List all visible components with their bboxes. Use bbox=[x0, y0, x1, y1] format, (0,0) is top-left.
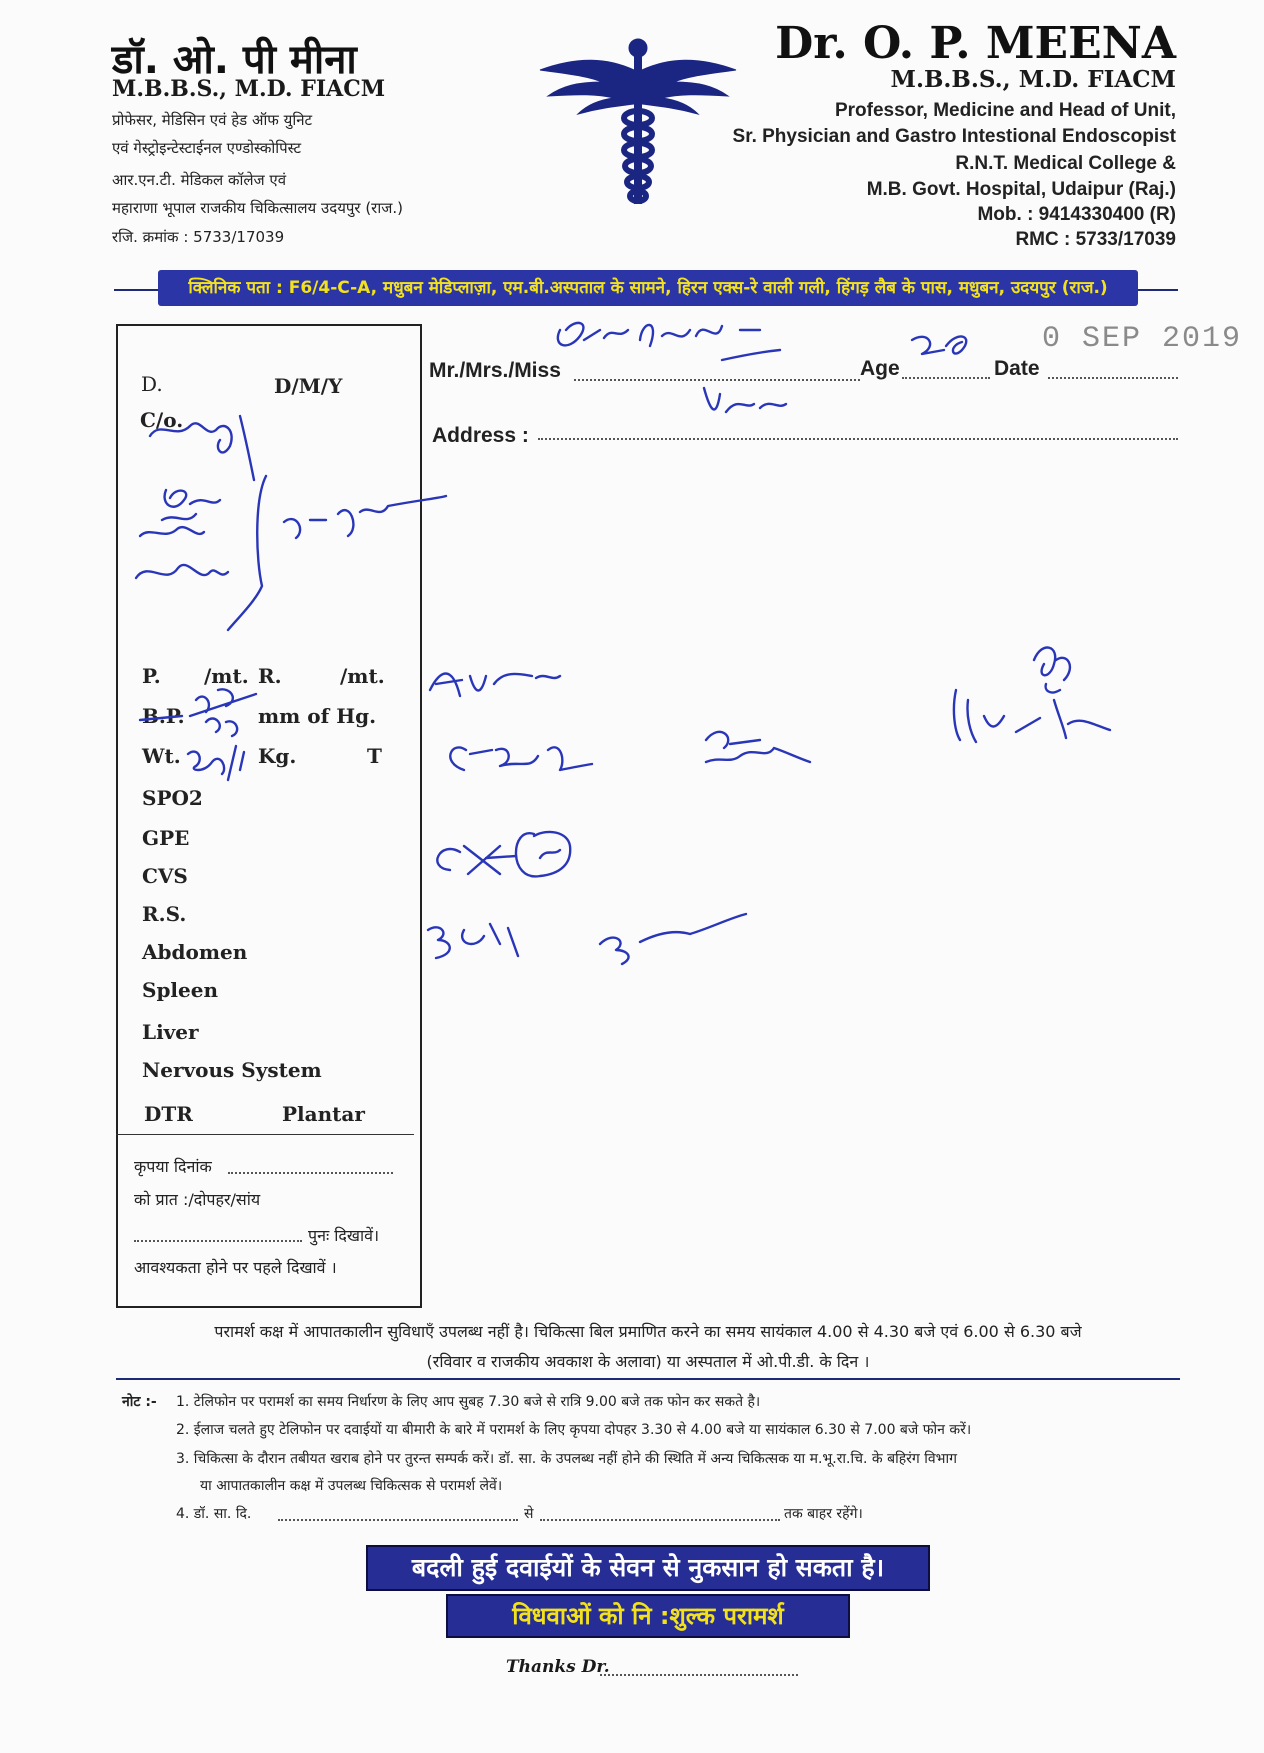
followup-date-label: कृपया दिनांक bbox=[134, 1157, 212, 1176]
followup-return-label: पुनः दिखावें। bbox=[308, 1226, 380, 1245]
ink-complaint-4 bbox=[136, 565, 228, 578]
ink-duration bbox=[284, 496, 446, 538]
note-4-label: 4. डॉ. सा. दि. bbox=[176, 1506, 252, 1522]
ink-address bbox=[704, 388, 786, 412]
dmy-label: D/M/Y bbox=[274, 374, 343, 398]
note-3-line-2: या आपातकालीन कक्ष में उपलब्ध चिकित्सक से परामर्श लेवें। bbox=[200, 1478, 503, 1494]
temp-label: T bbox=[367, 744, 382, 768]
followup-time-label: को प्रात :/दोपहर/सांय bbox=[134, 1190, 261, 1209]
ink-signature bbox=[954, 648, 1110, 742]
pulse-label: P. bbox=[142, 664, 161, 688]
d-label: D. bbox=[141, 372, 163, 396]
english-rmc: RMC : 5733/17039 bbox=[1015, 229, 1176, 250]
note-4-to-blank bbox=[540, 1519, 780, 1521]
co-label: C/o. bbox=[140, 408, 184, 432]
ink-rx-6 bbox=[706, 732, 810, 762]
ink-rx-5 bbox=[600, 914, 746, 964]
ink-rx-1 bbox=[430, 674, 560, 697]
exam-spleen: Spleen bbox=[142, 978, 219, 1002]
english-degrees: M.B.B.S., M.D. FIACM bbox=[890, 66, 1176, 93]
hindi-title-line-2: एवं गेस्ट्रोइन्टेस्टाईनल एण्डोस्कोपिस्ट bbox=[112, 139, 302, 157]
ink-age bbox=[912, 336, 966, 354]
english-title-line-3: R.N.T. Medical College & bbox=[955, 153, 1176, 174]
ink-bp-strike bbox=[140, 716, 182, 720]
date-label: Date bbox=[994, 357, 1040, 380]
thanks-blank bbox=[600, 1674, 798, 1676]
note-1: 1. टेलिफोन पर परामर्श का समय निर्धारण के लिए आप सुबह 7.30 बजे से रात्रि 9.00 बजे तक फोन कर सकते है। bbox=[176, 1394, 761, 1410]
dtr-label: DTR bbox=[144, 1102, 193, 1126]
exam-nervous-system: Nervous System bbox=[142, 1058, 322, 1082]
english-mobile: Mob. : 9414330400 (R) bbox=[977, 204, 1176, 225]
english-title-line-2: Sr. Physician and Gastro Intestional Endoscopist bbox=[732, 126, 1176, 147]
hindi-title-line-1: प्रोफेसर, मेडिसिन एवं हेड ऑफ युनिट bbox=[112, 111, 313, 129]
patient-name-label: Mr./Mrs./Miss bbox=[429, 359, 561, 382]
note-3-line-1: 3. चिकित्सा के दौरान तबीयत खराब होने पर तुरन्त सम्पर्क करें। डॉ. सा. के उपलब्ध नहीं होने की स्थिति में अन्य चिकित्सक या म.भू.रा.चि. के बहिरंग विभाग bbox=[176, 1451, 958, 1467]
address-label: Address : bbox=[432, 424, 529, 447]
weight-unit: Kg. bbox=[258, 744, 297, 768]
exam-gpe: GPE bbox=[142, 826, 190, 850]
resp-label: R. bbox=[258, 664, 282, 688]
ink-complaint-1 bbox=[150, 416, 254, 480]
exam-abdomen: Abdomen bbox=[142, 940, 248, 964]
english-title-line-1: Professor, Medicine and Head of Unit, bbox=[834, 100, 1176, 121]
weight-label: Wt. bbox=[142, 744, 181, 768]
exam-rs: R.S. bbox=[142, 902, 187, 926]
hindi-registration: रजि. क्रमांक : 5733/17039 bbox=[112, 228, 285, 246]
hindi-title-line-4: महाराणा भूपाल राजकीय चिकित्सालय उदयपुर (राज.) bbox=[112, 199, 403, 217]
resp-unit: /mt. bbox=[340, 664, 385, 688]
ink-patient-name bbox=[558, 323, 780, 360]
bp-label: B.P. bbox=[142, 704, 185, 728]
exam-liver: Liver bbox=[142, 1020, 199, 1044]
ink-rx-4 bbox=[428, 924, 518, 958]
followup-early-label: आवश्यकता होने पर पहले दिखावें । bbox=[134, 1258, 337, 1277]
notice-line-1: परामर्श कक्ष में आपातकालीन सुविधाएँ उपलब्ध नहीं है। चिकित्सा बिल प्रमाणित करने का समय सायंकाल 4.00 से 4.30 बजे एवं 6.00 से 6.30 बजे bbox=[214, 1322, 1082, 1341]
hindi-title-line-3: आर.एन.टी. मेडिकल कॉलेज एवं bbox=[112, 171, 287, 189]
hindi-doctor-name: डॉ. ओ. पी मीना bbox=[112, 37, 357, 83]
notice-divider bbox=[116, 1378, 1180, 1380]
clinic-address-text: क्लिनिक पता : F6/4-C-A, मधुबन मेडिप्लाज़ा, एम.बी.अस्पताल के सामने, हिरन एक्स-रे वाली गली, हिंगड़ लैब के पास, मधुबन, उदयपुर (राज.) bbox=[188, 278, 1108, 298]
spo2-label: SPO2 bbox=[142, 786, 203, 810]
ink-complaint-2 bbox=[162, 490, 220, 520]
english-title-line-4: M.B. Govt. Hospital, Udaipur (Raj.) bbox=[866, 179, 1176, 200]
plantar-label: Plantar bbox=[282, 1102, 365, 1126]
ink-rx-3 bbox=[437, 832, 570, 877]
note-4-from-blank bbox=[278, 1519, 518, 1521]
warning-banner-text: बदली हुई दवाईयों के सेवन से नुकसान हो सकता है। bbox=[411, 1553, 885, 1582]
exam-cvs: CVS bbox=[142, 864, 188, 888]
ink-weight bbox=[188, 746, 244, 780]
notice-line-2: (रविवार व राजकीय अवकाश के अलावा) या अस्पताल में ओ.पी.डी. के दिन । bbox=[426, 1352, 870, 1371]
hindi-degrees: M.B.B.S., M.D. FIACM bbox=[112, 76, 386, 102]
ink-bracket bbox=[228, 476, 266, 630]
english-doctor-name: Dr. O. P. MEENA bbox=[775, 18, 1176, 69]
date-stamp: 0 SEP 2019 bbox=[1042, 322, 1243, 356]
widows-banner-text: विधवाओं को नि :शुल्क परामर्श bbox=[512, 1602, 784, 1630]
notes-prefix: नोट :- bbox=[122, 1394, 157, 1410]
ink-bp-values bbox=[190, 689, 256, 736]
bp-unit: mm of Hg. bbox=[258, 704, 377, 728]
pulse-unit: /mt. bbox=[204, 664, 249, 688]
ink-complaint-3 bbox=[140, 527, 214, 546]
note-2: 2. ईलाज चलते हुए टेलिफोन पर दवाईयों या बीमारी के बारे में परामर्श के लिए कृपया दोपहर 3.30 से 4.00 बजे या सायंकाल 6.30 से 7.00 बजे फोन करें। bbox=[176, 1422, 972, 1438]
age-label: Age bbox=[860, 357, 900, 380]
ink-rx-2 bbox=[450, 747, 592, 770]
note-4-to: तक बाहर रहेंगे। bbox=[784, 1506, 863, 1522]
note-4-from: से bbox=[524, 1506, 534, 1522]
thanks-label: Thanks Dr. bbox=[506, 1657, 610, 1677]
